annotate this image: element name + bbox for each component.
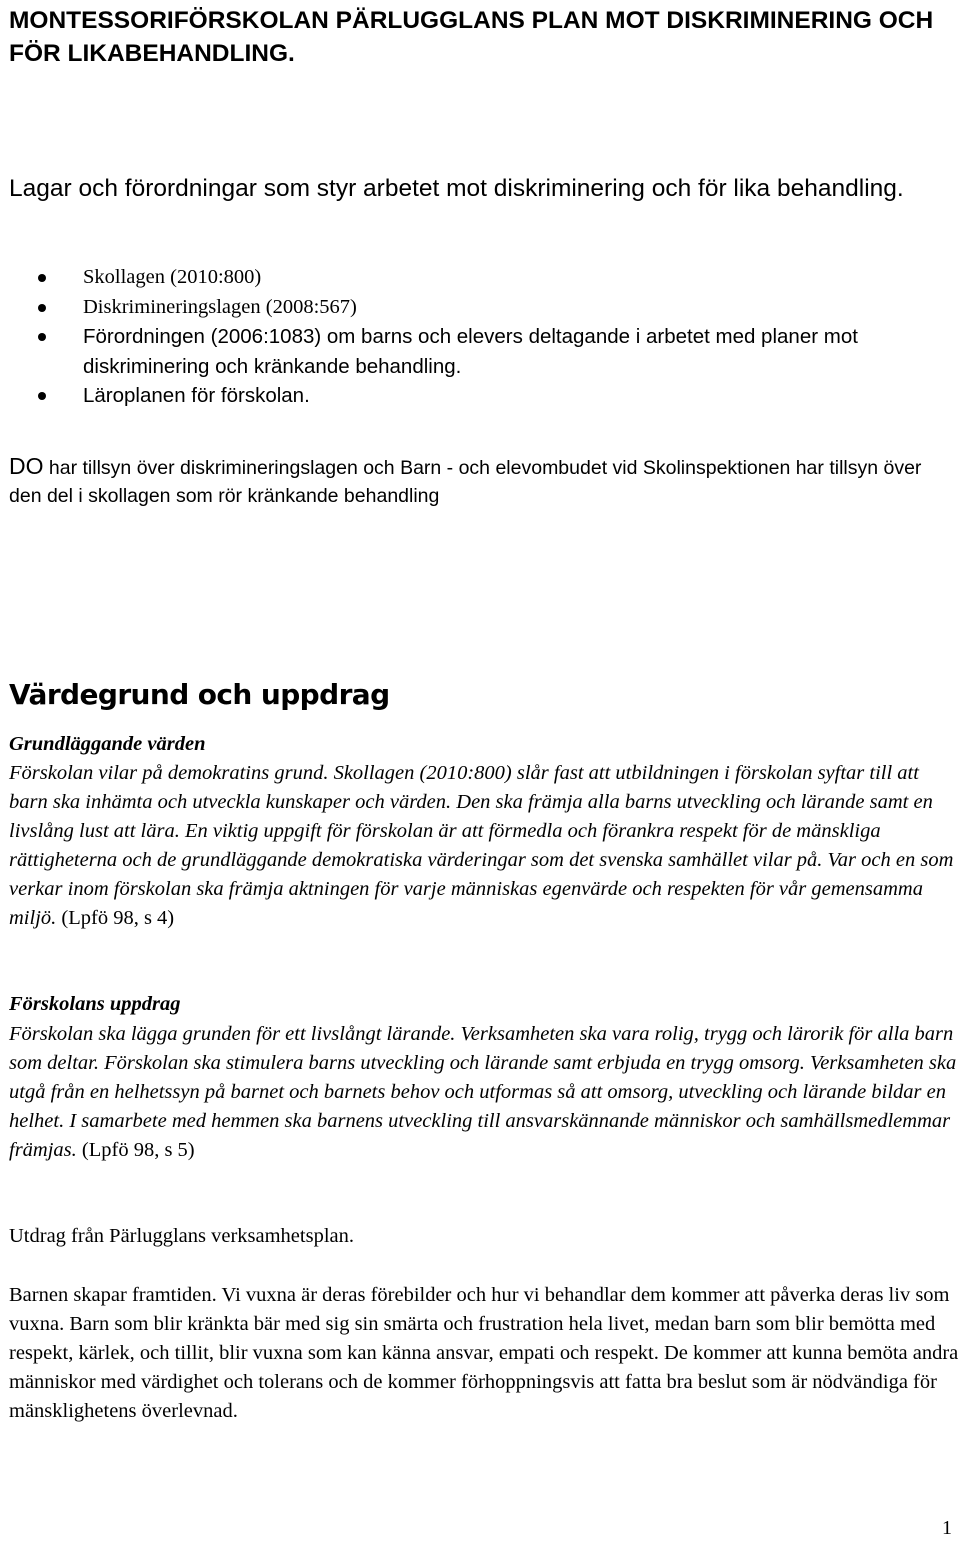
law-list [0,263,950,411]
document-title: MONTESSORIFÖRSKOLAN PÄRLUGGLANS PLAN MOT DISKRIMINERING OCH FÖR LIKABEHANDLING. [9,7,934,67]
do-abbreviation: DO [9,453,44,479]
mission-quote: Förskolan ska lägga grunden för ett livslångt lärande. Verksamheten ska vara rolig, trygg och lärorik för alla barn som deltar. Förskolan ska stimulera barns utveckling och lärande samt erbjuda en trygg omsorg. Verksamheten ska utgå från en helhetssyn på barnet och barnets behov och utformas så att omsorg, utveckling och lärande bildar en helhet. I samarbete med hemmen ska barnens utveckling till ansvarskännande människor och samhällsmedlemmar främjas. [9,1023,957,1161]
page-number: 1 [942,1517,952,1539]
law-item-text: Läroplanen för förskolan. [83,384,310,407]
list-item [0,381,950,411]
mission-heading: Förskolans uppdrag [9,993,181,1015]
laws-heading: Lagar och förordningar som styr arbetet mot diskriminering och för lika behandling. [9,175,904,202]
mission-paragraph [9,1020,959,1165]
excerpt-intro: Utdrag från Pärlugglans verksamhetsplan. [9,1225,354,1247]
closing-paragraph: Barnen skapar framtiden. Vi vuxna är deras förebilder och hur vi behandlar dem kommer att påverka deras liv som vuxna. Barn som blir kränkta bär med sig sin smärta och frustration hela livet, medan barn som blir bemötta med respekt, kärlek, och tillit, blir vuxna som kan känna ansvar, empati och respekt. De kommer att kunna bemöta andra människor med värdighet och tolerans och de kommer förhoppningsvis att fatta bra beslut som är nödvändiga för mänsklighetens överlevnad. [9,1284,959,1422]
values-paragraph [9,759,959,933]
supervision-paragraph [9,452,954,510]
bullet-icon [38,274,46,282]
bullet-icon [38,392,46,400]
law-item-text: Skollagen (2010:800) [83,266,262,288]
section-heading: Värdegrund och uppdrag [9,678,390,711]
supervision-text: har tillsyn över diskrimineringslagen och Barn - och elevombudet vid Skolinspektionen har tillsyn över den del i skollagen som rör kränkande behandling [9,457,922,507]
bullet-icon [38,304,46,312]
values-reference: (Lpfö 98, s 4) [56,907,175,929]
values-heading: Grundläggande värden [9,733,206,755]
list-item [0,263,950,293]
law-item-text: Förordningen (2006:1083) om barns och elevers deltagande i arbetet med planer mot diskriminering och kränkande behandling. [83,325,858,378]
bullet-icon [38,333,46,341]
list-item [0,293,950,323]
list-item [0,322,950,381]
law-item-text: Diskrimineringslagen (2008:567) [83,295,357,318]
mission-reference: (Lpfö 98, s 5) [76,1139,195,1161]
values-quote: Förskolan vilar på demokratins grund. Skollagen (2010:800) slår fast att utbildningen i förskolan syftar till att barn ska inhämta och utveckla kunskaper och värden. Den ska främja alla barns utveckling och lärande samt en livslång lust att lära. En viktig uppgift för förskolan är att förmedla och förankra respekt för de mänskliga rättigheterna och de grundläggande demokratiska värderingar som det svenska samhället vilar på. Var och en som verkar inom förskolan ska främja aktningen för varje människas egenvärde och respekten för vår gemensamma miljö. [9,762,954,929]
